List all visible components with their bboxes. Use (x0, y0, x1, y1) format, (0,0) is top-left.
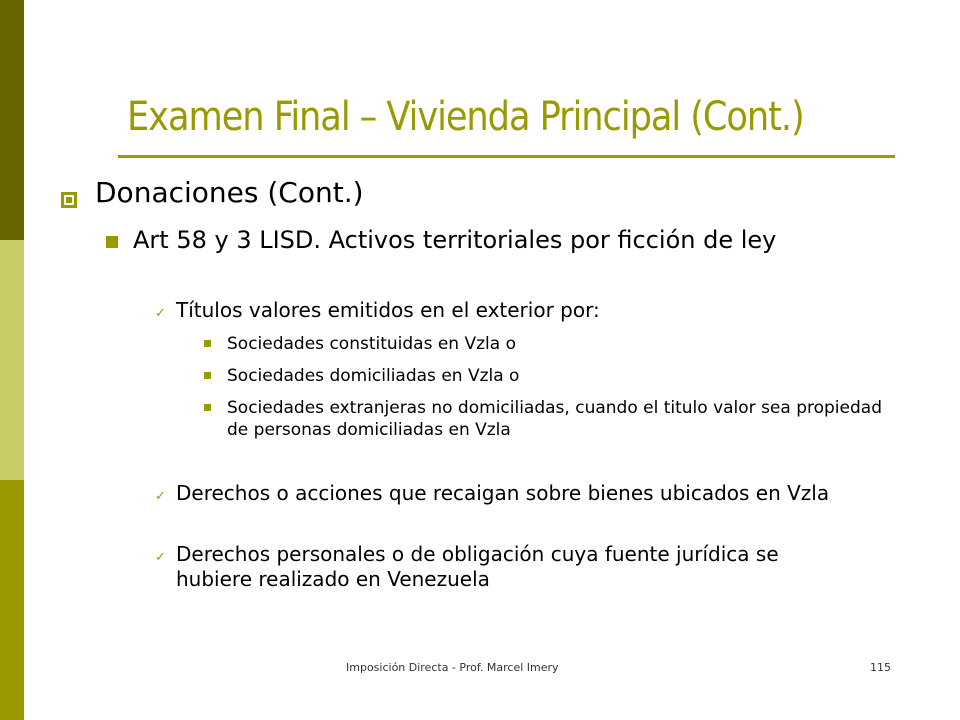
sub-item: Sociedades constituidas en Vzla o (227, 334, 516, 354)
page-number: 115 (870, 661, 891, 674)
checkmark-icon: ✓ (155, 550, 166, 565)
slide-title: Examen Final – Vivienda Principal (Cont.) (127, 94, 804, 140)
small-square-bullet-icon (204, 404, 211, 411)
sub-item: Sociedades domiciliadas en Vzla o (227, 366, 520, 386)
footer-text: Imposición Directa - Prof. Marcel Imery (346, 661, 559, 674)
checkmark-icon: ✓ (155, 306, 166, 321)
item-c: Derechos personales o de obligación cuya fuente jurídica se hubiere realizado en Venezuela (176, 542, 779, 591)
small-square-bullet-icon (204, 340, 211, 347)
left-bar-olive (0, 480, 24, 720)
item-b: Derechos o acciones que recaigan sobre bienes ubicados en Vzla (176, 481, 830, 505)
hollow-square-bullet-icon (61, 192, 77, 208)
square-bullet-icon (106, 236, 118, 248)
level2-text: Art 58 y 3 LISD. Activos territoriales por ficción de ley (133, 226, 777, 254)
left-bar-light (0, 240, 24, 480)
small-square-bullet-icon (204, 372, 211, 379)
left-bar-dark (0, 0, 24, 240)
checkmark-icon: ✓ (155, 489, 166, 504)
item-a: Títulos valores emitidos en el exterior por: (176, 298, 600, 322)
level1-heading: Donaciones (Cont.) (95, 176, 364, 209)
title-underline (118, 155, 895, 158)
sub-item: Sociedades extranjeras no domiciliadas, cuando el titulo valor sea propiedad de personas domiciliadas en Vzla (227, 398, 882, 440)
